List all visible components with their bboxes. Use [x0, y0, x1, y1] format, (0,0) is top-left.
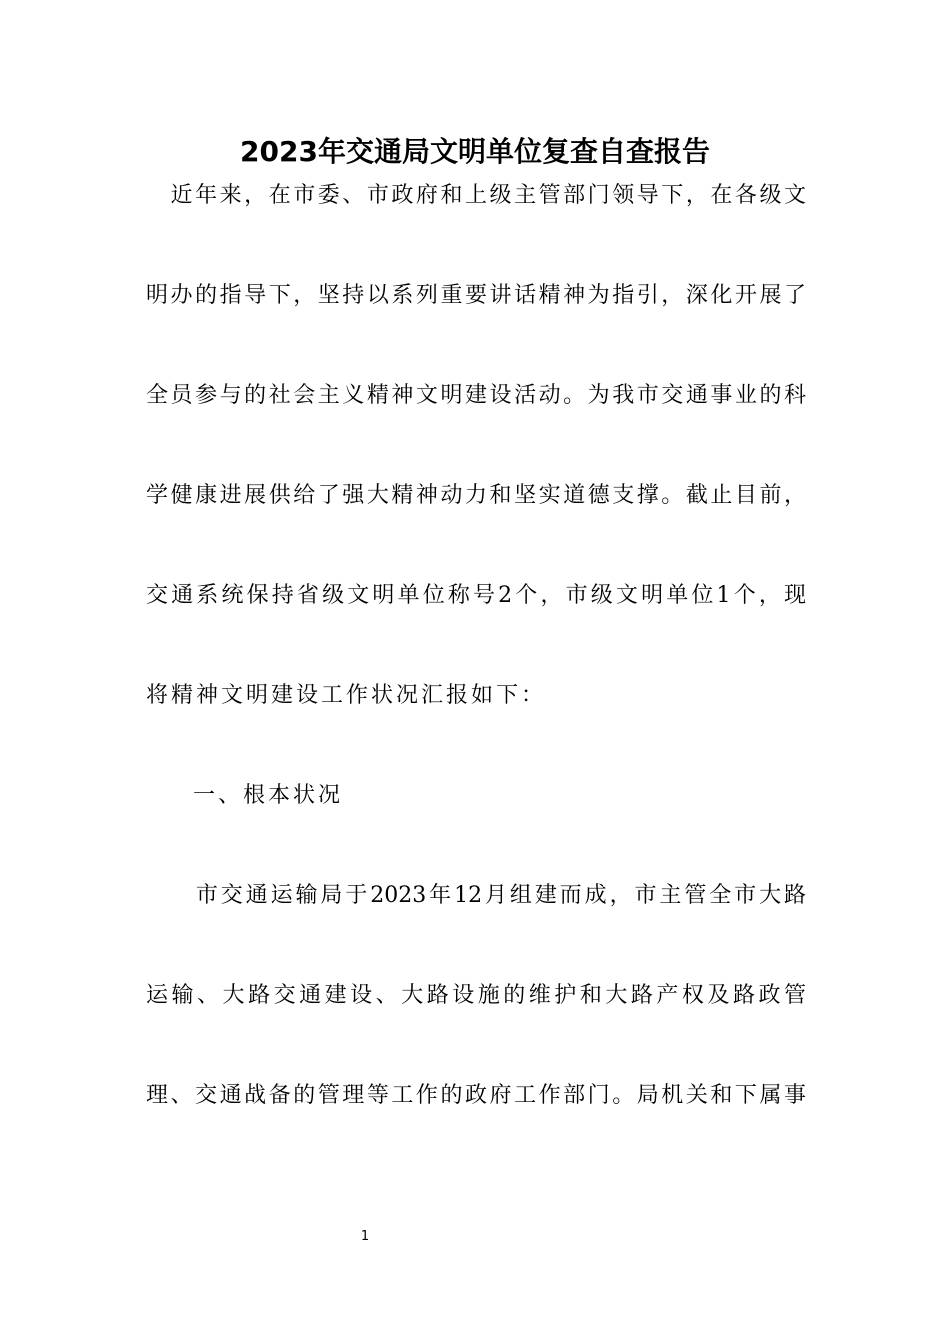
document-title: 2023年交通局文明单位复查自查报告	[240, 135, 710, 168]
paragraph-2-line-1: 市交通运输局于2023年12月组建而成，市主管全市大路	[146, 883, 806, 908]
paragraph-1-line-3: 全员参与的社会主义精神文明建设活动。为我市交通事业的科	[146, 383, 806, 408]
paragraph-1-line-4: 学健康进展供给了强大精神动力和坚实道德支撑。截止目前，	[146, 483, 806, 508]
paragraph-2-line-3: 理、交通战备的管理等工作的政府工作部门。局机关和下属事	[146, 1083, 806, 1108]
paragraph-2-line-2: 运输、大路交通建设、大路设施的维护和大路产权及路政管	[146, 983, 806, 1008]
paragraph-1-line-6: 将精神文明建设工作状况汇报如下：	[146, 683, 547, 708]
paragraph-1-line-1: 近年来，在市委、市政府和上级主管部门领导下，在各级文	[146, 183, 806, 208]
paragraph-1-line-5: 交通系统保持省级文明单位称号2个，市级文明单位1个，现	[146, 583, 806, 608]
paragraph-1-line-2: 明办的指导下，坚持以系列重要讲话精神为指引，深化开展了	[146, 283, 806, 308]
section-heading-basic-situation: 一、根本状况	[193, 783, 344, 808]
page-number: 1	[360, 1229, 370, 1244]
